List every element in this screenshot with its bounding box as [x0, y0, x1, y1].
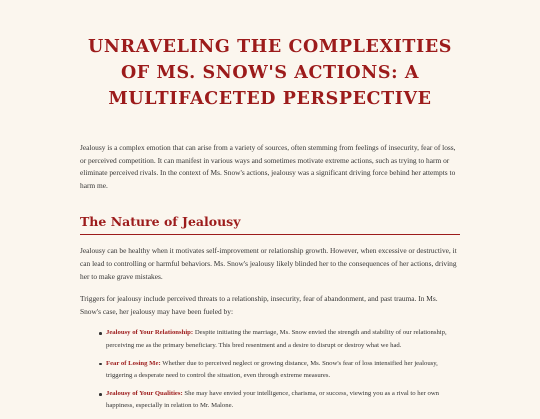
list-item: [106, 358, 460, 382]
list-item-text: Despite initiating the marriage, Ms. Snow envied the strength and stability of our relationship, perceiving me as the primary beneficiary. This bred resentment and a desire to disrupt or destroy what we had.: [106, 329, 447, 349]
section-heading: The Nature of Jealousy: [80, 214, 460, 235]
bullet-dot-icon: [99, 332, 102, 335]
trigger-list: [80, 327, 460, 412]
list-item: [106, 388, 460, 412]
list-item-text: She may have envied your intelligence, charisma, or success, viewing you as a rival to her own happiness, especially in relation to Mr. Malone.: [106, 390, 440, 410]
bullet-dot-icon: [99, 393, 102, 396]
list-item-term: Jealousy of Your Qualities:: [106, 390, 183, 398]
page-title: UNRAVELING THE COMPLEXITIES OF MS. SNOW'S ACTIONS: A MULTIFACETED PERSPECTIVE: [87, 37, 453, 109]
list-item-text: Whether due to perceived neglect or growing distance, Ms. Snow's fear of loss intensified her jealousy, triggering a desperate need to control the situation, even through extreme measures.: [106, 359, 438, 379]
list-item: [106, 327, 460, 351]
bullet-dot-icon: [99, 363, 102, 366]
list-item-term: Jealousy of Your Relationship:: [106, 329, 194, 337]
section-paragraph-2: Triggers for jealousy include perceived threats to a relationship, insecurity, fear of abandonment, and past trauma. In Ms. Snow's case, her jealousy may have been fueled by:: [80, 294, 438, 316]
document-page: [80, 0, 460, 419]
section-paragraph-1: Jealousy can be healthy when it motivates self-improvement or relationship growth. However, when excessive or destructive, it can lead to controlling or harmful behaviors. Ms. Snow's jealousy likely blinded her to the consequences of her actions, driving her to make grave mistakes.: [80, 246, 457, 281]
intro-paragraph: Jealousy is a complex emotion that can arise from a variety of sources, often stemming from feelings of insecurity, fear of loss, or perceived competition. It can manifest in various ways and sometimes motivate extreme actions, such as trying to harm or eliminate perceived rivals. In the context of Ms. Snow's actions, jealousy was a significant driving force behind her attempts to harm me.: [80, 143, 456, 190]
list-item-term: Fear of Losing Me:: [106, 359, 161, 367]
